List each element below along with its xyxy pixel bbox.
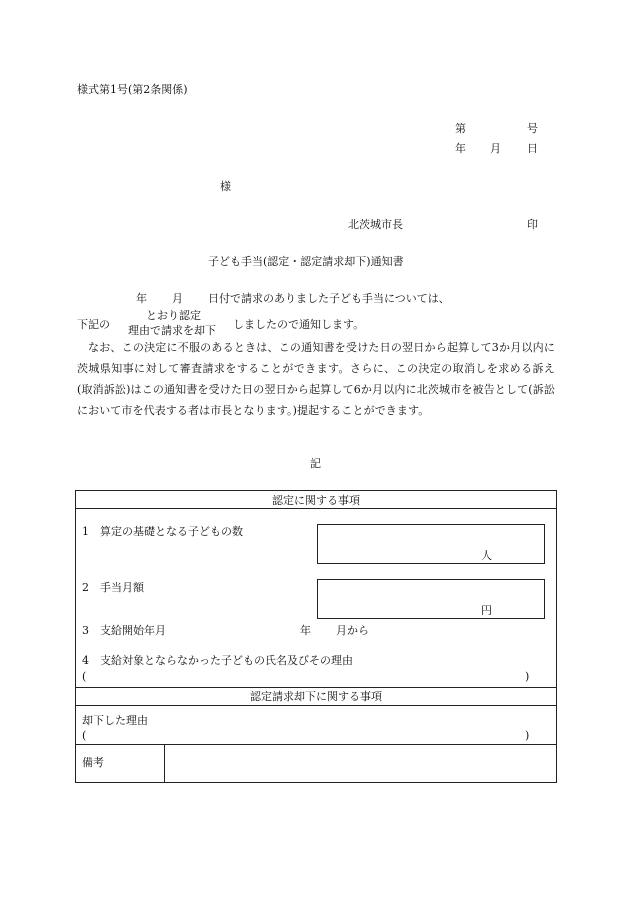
document-title: 子ども手当(認定・認定請求却下)通知書 <box>208 255 404 268</box>
monthly-amount-unit: 円 <box>481 604 492 617</box>
intro-tail: しましたので通知します。 <box>233 318 365 331</box>
remarks-label: 備考 <box>82 756 104 769</box>
remarks-divider <box>164 744 165 783</box>
start-month-label: 3 支給開始年月 <box>82 624 166 637</box>
details-table <box>75 490 557 783</box>
intro-year: 年 <box>136 292 147 305</box>
monthly-amount-field[interactable] <box>317 579 545 619</box>
intro-lead: 下記の <box>77 318 110 331</box>
start-month-from: 月から <box>336 624 369 637</box>
rejection-close-paren: ) <box>525 729 530 742</box>
ineligible-close-paren: ) <box>525 670 530 683</box>
appeal-notice: なお、この決定に不服のあるときは、この通知書を受けた日の翌日から起算して3か月以内に茨城県知事に対して審査請求をすることができます。さらに、この決定の取消しを求める訴え(取消訴訟)はこの通知書を受けた日の翌日から起算して6か月以内に北茨城市を被告として(訴訟において市を代表する者は市長となります。)提起することができます。 <box>77 341 555 417</box>
intro-option-rejection: 理由で請求を却下 <box>128 324 216 337</box>
rejection-open-paren: ( <box>82 729 87 742</box>
ineligible-open-paren: ( <box>82 670 87 683</box>
ki-heading: 記 <box>310 457 321 470</box>
start-month-year: 年 <box>300 624 311 637</box>
divider <box>76 508 556 509</box>
ineligible-children-label: 4 支給対象とならなかった子どもの氏名及びその理由 <box>82 654 353 667</box>
seal-mark: 印 <box>527 218 538 231</box>
divider <box>76 687 556 688</box>
date-month: 月 <box>490 142 501 155</box>
monthly-amount-label: 2 手当月額 <box>82 581 144 594</box>
rejection-header: 認定請求却下に関する事項 <box>250 690 382 703</box>
doc-number-dai: 第 <box>455 122 466 135</box>
divider <box>76 744 556 745</box>
intro-month: 月 <box>172 292 183 305</box>
divider <box>76 705 556 706</box>
issuer-name: 北茨城市長 <box>348 218 403 231</box>
date-day: 日 <box>527 142 538 155</box>
doc-number-gou: 号 <box>527 122 538 135</box>
children-count-label: 1 算定の基礎となる子どもの数 <box>82 525 243 538</box>
date-year: 年 <box>455 142 466 155</box>
children-count-field[interactable] <box>317 524 545 564</box>
intro-option-approval: とおり認定 <box>146 309 201 322</box>
addressee-suffix: 様 <box>220 180 231 193</box>
rejection-reason-label: 却下した理由 <box>82 714 148 727</box>
intro-text: 日付で請求のありました子ども手当については、 <box>208 292 450 305</box>
children-count-unit: 人 <box>481 549 492 562</box>
approval-header: 認定に関する事項 <box>272 494 360 507</box>
form-label: 様式第1号(第2条関係) <box>77 83 188 96</box>
